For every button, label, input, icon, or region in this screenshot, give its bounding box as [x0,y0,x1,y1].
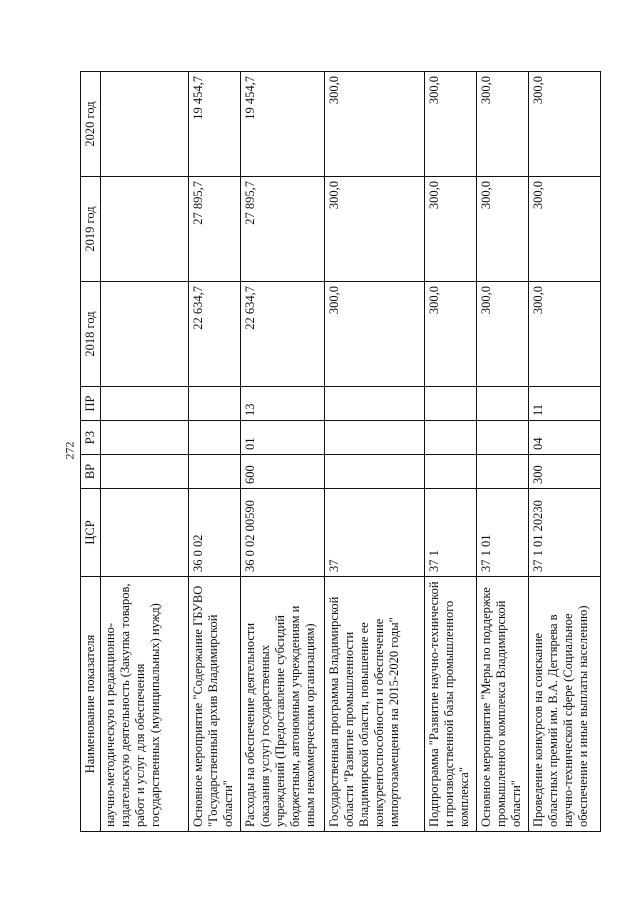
cell-vr [425,455,477,489]
table-row [477,72,529,832]
cell-2019: 27 895,7 [241,177,325,282]
cell-2019: 300,0 [425,177,477,282]
cell-pr [101,387,189,421]
table-row [325,72,425,832]
cell-2019: 300,0 [477,177,529,282]
table-row [241,72,325,832]
cell-pr [477,387,529,421]
cell-pr [325,387,425,421]
cell-2018: 300,0 [325,282,425,387]
table-row [529,72,601,832]
header-2019: 2019 год [81,177,101,282]
cell-2018: 22 634,7 [241,282,325,387]
cell-csr: 37 [325,489,425,577]
cell-name: Основное мероприятие "Меры по поддержке промышленного комплекса Владимирской области" [477,577,529,832]
header-rz: РЗ [81,421,101,455]
cell-csr: 37 1 [425,489,477,577]
cell-vr: 600 [241,455,325,489]
cell-2018: 300,0 [529,282,601,387]
cell-2018: 22 634,7 [189,282,241,387]
cell-2020: 300,0 [477,72,529,177]
cell-2018 [101,282,189,387]
header-2018: 2018 год [81,282,101,387]
cell-vr [101,455,189,489]
cell-rz [325,421,425,455]
cell-2020: 19 454,7 [241,72,325,177]
header-pr: ПР [81,387,101,421]
cell-pr [189,387,241,421]
cell-2018: 300,0 [425,282,477,387]
cell-rz [101,421,189,455]
cell-csr [101,489,189,577]
cell-2019: 27 895,7 [189,177,241,282]
cell-vr [325,455,425,489]
header-name: Наименование показателя [81,577,101,832]
cell-name: Расходы на обеспечение деятельности (оказания услуг) государственных учреждений (Предоставление субсидий бюджетным, автономным учреждениям и иным некоммерческим организациям) [241,577,325,832]
header-csr: ЦСР [81,489,101,577]
cell-2020: 300,0 [425,72,477,177]
cell-2020 [101,72,189,177]
cell-name: Подпрограмма "Развитие научно-технической и производственной базы промышленного комплекса" [425,577,477,832]
table-row [101,72,189,832]
cell-csr: 37 1 01 20230 [529,489,601,577]
page-number: 272 [62,441,77,460]
cell-2019: 300,0 [529,177,601,282]
cell-rz: 04 [529,421,601,455]
cell-name: Проведение конкурсов на соискание областных премий им. В.А. Дегтярева в научно-технической сфере (Социальное обеспечение и иные выплаты населению) [529,577,601,832]
cell-name: научно-методическую и редакционно-издательскую деятельность (Закупка товаров, работ и услуг для обеспечения государственных (муниципальных) нужд) [101,577,189,832]
budget-table [80,71,601,832]
cell-2020: 300,0 [529,72,601,177]
table-row [425,72,477,832]
cell-2019 [101,177,189,282]
cell-rz [425,421,477,455]
cell-vr [189,455,241,489]
cell-2020: 300,0 [325,72,425,177]
cell-csr: 36 0 02 [189,489,241,577]
cell-pr [425,387,477,421]
cell-name: Основное мероприятие "Содержание ГБУВО "Государственный архив Владимирской области" [189,577,241,832]
cell-rz [477,421,529,455]
rotated-table-wrapper [80,72,600,832]
cell-2018: 300,0 [477,282,529,387]
cell-vr [477,455,529,489]
table-row [189,72,241,832]
header-row [81,72,101,832]
cell-2019: 300,0 [325,177,425,282]
document-sheet [80,72,600,832]
cell-rz [189,421,241,455]
cell-name: Государственная программа Владимирской области "Развитие промышленности Владимирской области, повышение ее конкурентоспособности и обеспечение импортозамещения на 2015-2020 годы" [325,577,425,832]
cell-csr: 37 1 01 [477,489,529,577]
header-vr: ВР [81,455,101,489]
cell-2020: 19 454,7 [189,72,241,177]
cell-pr: 13 [241,387,325,421]
header-2020: 2020 год [81,72,101,177]
cell-vr: 300 [529,455,601,489]
cell-pr: 11 [529,387,601,421]
cell-rz: 01 [241,421,325,455]
cell-csr: 36 0 02 00590 [241,489,325,577]
